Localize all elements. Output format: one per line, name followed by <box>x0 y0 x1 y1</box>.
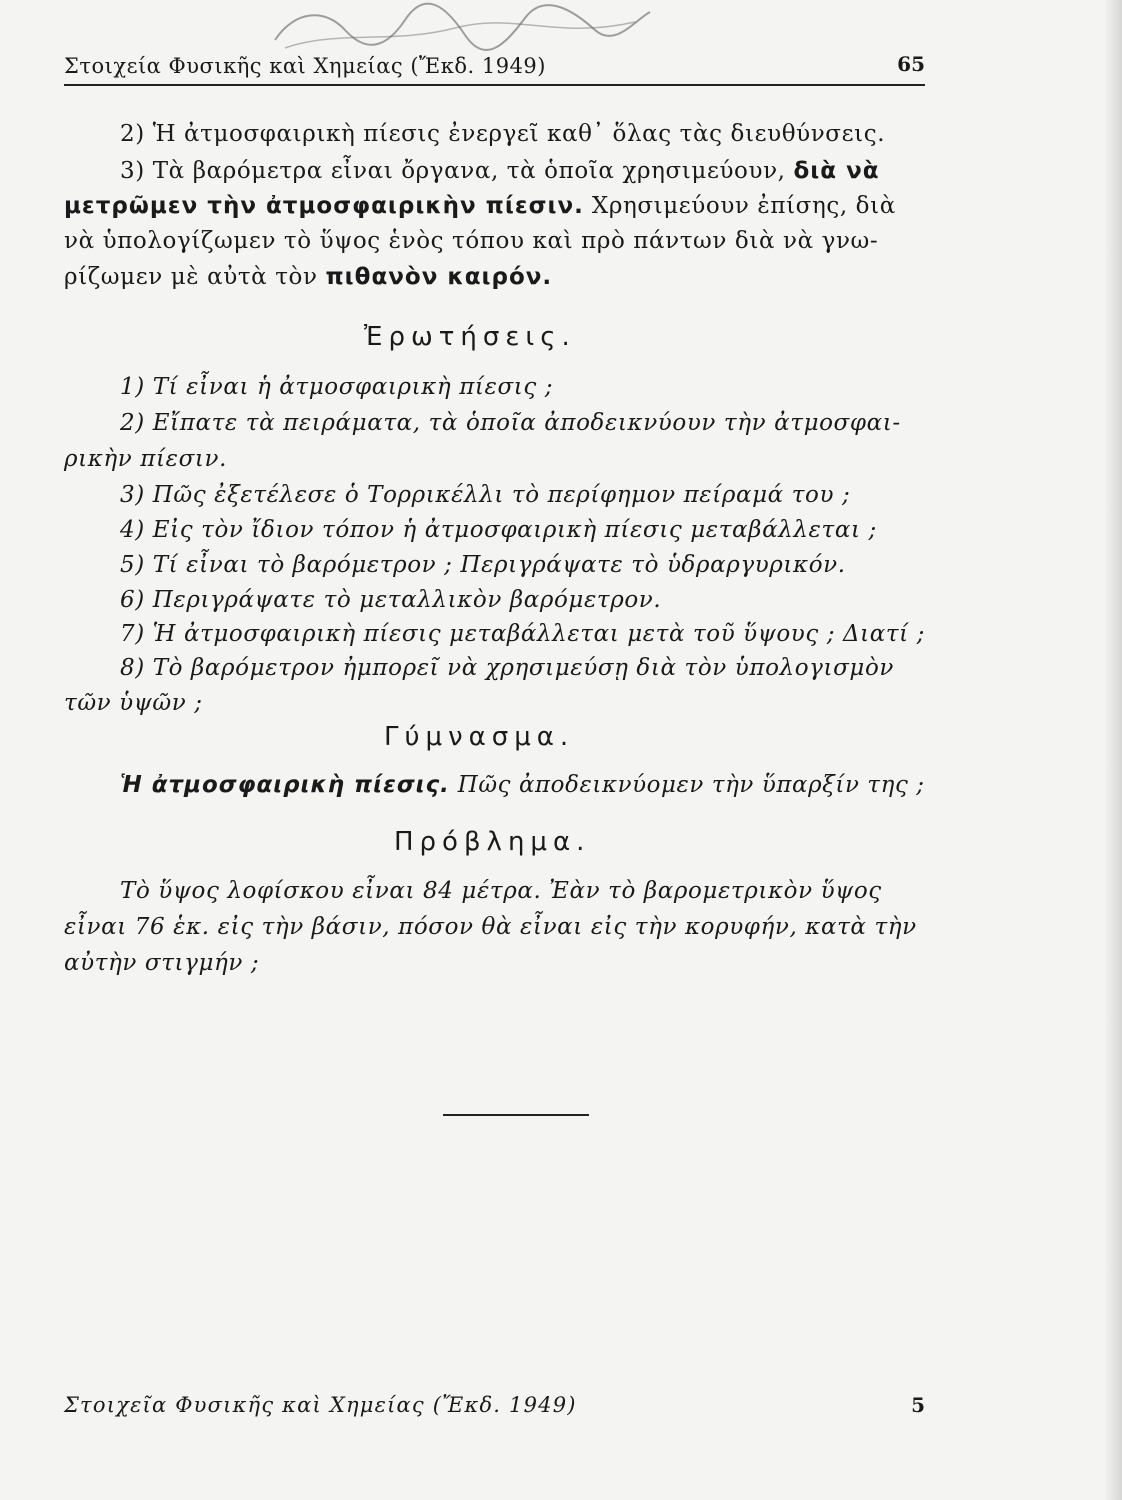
section-heading-exercise: Γύμνασμα. <box>384 722 575 752</box>
question-line: 1) Τί εἶναι ἡ ἀτμοσφαιρικὴ πίεσις ; <box>120 374 554 400</box>
bold-phrase: πιθανὸν καιρόν. <box>325 264 553 290</box>
section-heading-problem: Πρόβλημα. <box>394 827 591 857</box>
text-line <box>64 264 552 290</box>
page-edge-shadow <box>1104 0 1122 1500</box>
problem-line: Τὸ ὕψος λοφίσκου εἶναι 84 μέτρα. Ἐὰν τὸ βαρομετρικὸν ὕψος <box>120 878 882 904</box>
exercise-line <box>120 772 925 798</box>
text-segment: Πῶς ἀποδεικνύομεν τὴν ὕπαρξίν της ; <box>457 772 925 798</box>
text-line <box>64 193 896 219</box>
text-segment: 3) Τὰ βαρόμετρα εἶναι ὄργανα, τὰ ὁποῖα χρησιμεύουν, <box>120 158 786 184</box>
section-heading-questions: Ἐρωτήσεις. <box>364 322 576 352</box>
text-line <box>120 158 880 184</box>
running-footer <box>64 1393 925 1427</box>
text-segment: ρίζωμεν μὲ αὐτὰ τὸν <box>64 264 318 290</box>
running-header <box>64 44 925 86</box>
end-rule <box>443 1114 589 1116</box>
bold-phrase: μετρῶμεν τὴν ἀτμοσφαιρικὴν πίεσιν. <box>64 193 584 219</box>
question-line: ρικὴν πίεσιν. <box>64 446 227 472</box>
text-line: 2) Ἡ ἀτμοσφαιρικὴ πίεσις ἐνεργεῖ καθ᾽ ὅλας τὰς διευθύνσεις. <box>120 121 886 147</box>
bold-phrase: Ἡ ἀτμοσφαιρικὴ πίεσις. <box>120 772 450 798</box>
text-segment: Χρησιμεύουν ἐπίσης, διὰ <box>591 193 896 219</box>
bold-phrase: διὰ νὰ <box>793 158 880 184</box>
question-line: 6) Περιγράψατε τὸ μεταλλικὸν βαρόμετρον. <box>120 587 662 613</box>
header-title: Στοιχεία Φυσικῆς καὶ Χημείας (Ἔκδ. 1949) <box>64 54 546 78</box>
signature-mark: 5 <box>911 1393 925 1417</box>
question-line: 7) Ἡ ἀτμοσφαιρικὴ πίεσις μεταβάλλεται μετὰ τοῦ ὕψους ; Διατί ; <box>120 621 926 647</box>
question-line: 4) Εἰς τὸν ἴδιον τόπον ἡ ἀτμοσφαιρικὴ πίεσις μεταβάλλεται ; <box>120 517 877 543</box>
footer-title: Στοιχεῖα Φυσικῆς καὶ Χημείας (Ἔκδ. 1949) <box>64 1393 577 1417</box>
question-line: 5) Τί εἶναι τὸ βαρόμετρον ; Περιγράψατε τὸ ὑδραργυρικόν. <box>120 552 846 578</box>
problem-line: εἶναι 76 ἑκ. εἰς τὴν βάσιν, πόσον θὰ εἶναι εἰς τὴν κορυφήν, κατὰ τὴν <box>64 914 917 940</box>
page-number: 65 <box>897 52 925 76</box>
question-line: τῶν ὑψῶν ; <box>64 690 203 716</box>
text-line: νὰ ὑπολογίζωμεν τὸ ὕψος ἑνὸς τόπου καὶ πρὸ πάντων διὰ νὰ γνω- <box>64 228 879 254</box>
problem-line: αὐτὴν στιγμήν ; <box>64 950 260 976</box>
question-line: 8) Τὸ βαρόμετρον ἠμπορεῖ νὰ χρησιμεύσῃ διὰ τὸν ὑπολογισμὸν <box>120 655 895 681</box>
question-line: 2) Εἴπατε τὰ πειράματα, τὰ ὁποῖα ἀποδεικνύουν τὴν ἀτμοσφαι- <box>120 410 901 436</box>
question-line: 3) Πῶς ἐξετέλεσε ὁ Τορρικέλλι τὸ περίφημον πείραμά του ; <box>120 482 851 508</box>
